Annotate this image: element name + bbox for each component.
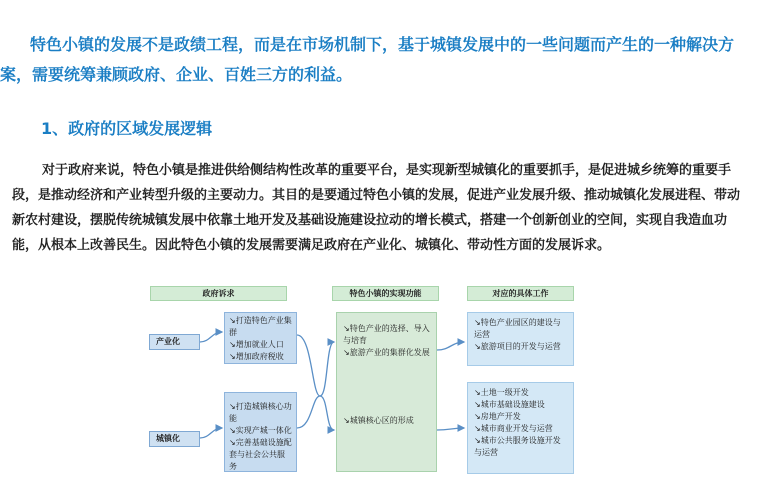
demands-industry: [224, 312, 297, 364]
arrow-industry-to-demands: [200, 332, 222, 342]
list-item: ↘房地产开发: [474, 412, 521, 421]
arrow-functions-to-works-top: [437, 342, 464, 350]
list-item: ↘增加政府税收: [229, 352, 284, 361]
arrow-demands-to-hub-2: [297, 396, 320, 428]
list-item: ↘特色产业园区的建设与运营: [474, 318, 561, 339]
header-functions: 特色小镇的实现功能: [332, 286, 439, 301]
list-item: ↘特色产业的选择、导入与培育: [343, 324, 430, 345]
list-item: ↘城市基础设施建设: [474, 400, 545, 409]
arrow-hub-to-functions-bottom: [320, 396, 334, 430]
demands-urban: [224, 392, 297, 472]
body-paragraph: 对于政府来说，特色小镇是推进供给侧结构性改革的重要平台，是实现新型城镇化的重要抓手，是促进城乡统筹的重要手段，是推动经济和产业转型升级的主要动力。其目的是要通过特色小镇的发展，促进产业发展升级、推动城镇化发展进程、带动新农村建设，摆脱传统城镇发展中依靠土地开发及基础设施建设拉动的增长模式，搭建一个创新创业的空间，实现自我造血功能，从根本上改善民生。因此特色小镇的发展需要满足政府在产业化、城镇化、带动性方面的发展诉求。: [12, 163, 741, 253]
list-item: ↘打造城镇核心功能: [229, 402, 292, 423]
list-item: ↘城镇核心区的形成: [343, 416, 414, 425]
functions-box: [336, 312, 437, 472]
list-item: ↘城市公共服务设施开发与运营: [474, 436, 561, 457]
arrow-hub-to-functions-top: [320, 342, 334, 396]
list-item: ↘增加就业人口: [229, 340, 284, 349]
list-item: ↘旅游产业的集群化发展: [343, 348, 430, 357]
list-item: ↘城市商业开发与运营: [474, 424, 553, 433]
list-item: ↘打造特色产业集群: [229, 316, 292, 337]
row-label-urban: 城镇化: [149, 431, 200, 447]
works-urban: [467, 382, 574, 474]
lead-paragraph: 特色小镇的发展不是政绩工程，而是在市场机制下，基于城镇发展中的一些问题而产生的一种解决方案，需要统筹兼顾政府、企业、百姓三方的利益。: [0, 35, 735, 84]
header-works: 对应的具体工作: [467, 286, 574, 301]
row-label-industry: 产业化: [149, 334, 200, 350]
arrow-functions-to-works-bottom: [437, 428, 464, 430]
list-item: ↘实现产城一体化: [229, 426, 292, 435]
arrow-urban-to-demands: [200, 428, 222, 438]
works-industry: [467, 312, 574, 366]
header-demands: 政府诉求: [150, 286, 287, 301]
list-item: ↘完善基础设施配套与社会公共服务: [229, 438, 292, 471]
arrow-demands-to-hub: [297, 335, 320, 396]
list-item: ↘旅游项目的开发与运营: [474, 342, 561, 351]
section-title: 1、政府的区域发展逻辑: [41, 119, 213, 138]
list-item: ↘土地一级开发: [474, 388, 529, 397]
